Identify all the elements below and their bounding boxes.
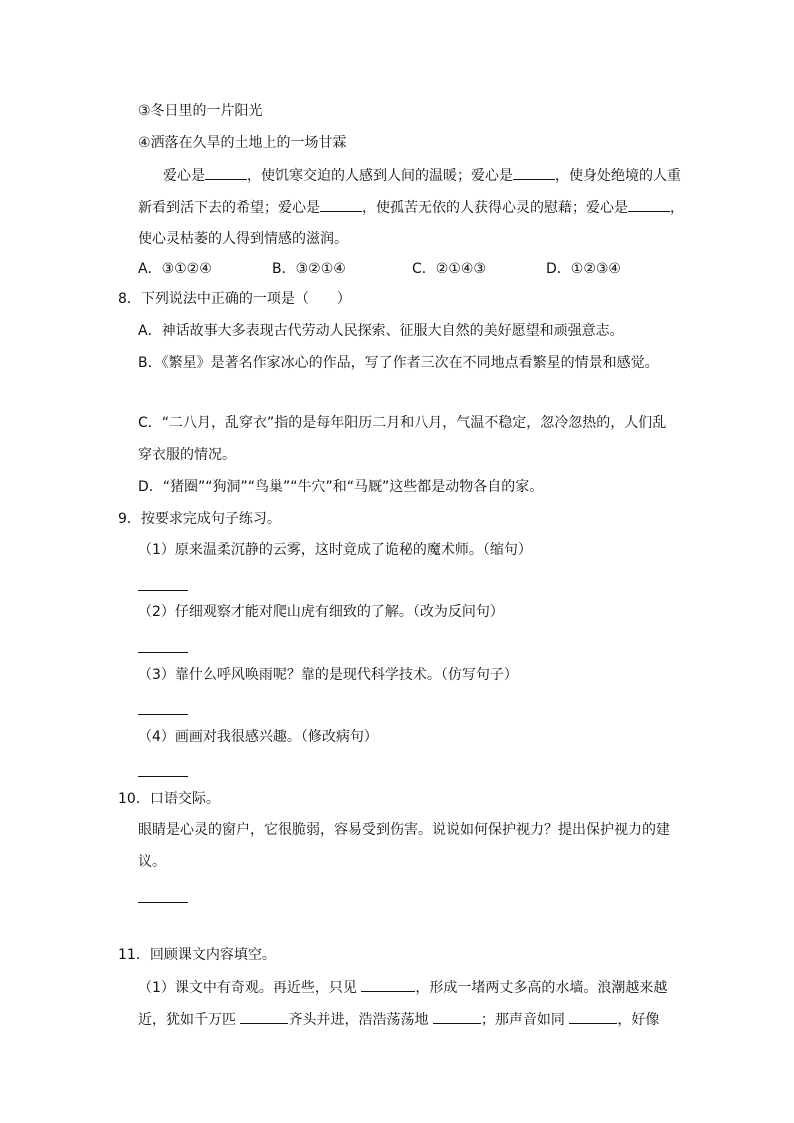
q7-text: ，使饥寒交迫的人感到人间的温暖；爱心是	[247, 168, 513, 184]
q7-option-d[interactable]: D．①②③④	[546, 261, 621, 277]
q7-item-4: ④洒落在久旱的土地上的一场甘霖	[138, 135, 347, 151]
q11-text: ；那声音如同	[480, 1012, 565, 1028]
q9-sentence-2: （2）仔细观察才能对爬山虎有细致的了解。（改为反问句）	[138, 604, 504, 620]
q7-paragraph-line-2	[138, 197, 684, 218]
q11-text: 齐头并进，浩浩荡荡地	[288, 1012, 429, 1028]
q8-option-c-continued: 穿衣服的情况。	[138, 447, 236, 463]
q11-line-2	[138, 1009, 659, 1030]
q9-stem: 9．按要求完成句子练习。	[118, 511, 281, 527]
q7-text: 新看到活下去的希望；爱心是	[138, 200, 320, 216]
q11-text: 近，犹如千万匹	[138, 1012, 236, 1028]
q9-sentence-1: （1）原来温柔沉静的云雾，这时竟成了诡秘的魔术师。（缩句）	[138, 542, 532, 558]
q7-text: ，使身处绝境的人重	[555, 168, 681, 184]
q8-option-b[interactable]: B．《繁星》是著名作家冰心的作品，写了作者三次在不同地点看繁星的情景和感觉。	[138, 355, 659, 371]
fill-blank[interactable]	[361, 977, 415, 992]
fill-blank[interactable]	[433, 1009, 481, 1024]
q9-sentence-4: （4）画画对我很感兴趣。（修改病句）	[138, 729, 378, 745]
q8-option-d[interactable]: D．“猪圈”“狗洞”“鸟巢”“牛穴”和“马厩”这些都是动物各自的家。	[138, 479, 544, 495]
q7-text: ，	[670, 200, 684, 216]
q11-text: ，好像	[617, 1012, 660, 1028]
q11-text: ，形成一堵两丈多高的水墙。浪潮越来越	[415, 980, 668, 996]
q11-stem: 11．回顾课文内容填空。	[118, 947, 276, 963]
q10-prompt-line-1: 眼睛是心灵的窗户，它很脆弱，容易受到伤害。说说如何保护视力？提出保护视力的建	[138, 822, 670, 838]
q10-prompt-line-2: 议。	[138, 854, 166, 870]
q7-option-c[interactable]: C．②①④③	[412, 261, 486, 277]
answer-line[interactable]	[138, 776, 188, 777]
fill-blank[interactable]	[628, 197, 670, 212]
q11-line-1	[138, 977, 667, 998]
q9-sentence-3: （3）靠什么呼风唤雨呢？靠的是现代科学技术。（仿写句子）	[138, 667, 518, 683]
fill-blank[interactable]	[205, 165, 247, 180]
q7-item-3: ③冬日里的一片阳光	[138, 103, 263, 119]
answer-line[interactable]	[138, 714, 188, 715]
q7-text: 爱心是	[163, 168, 205, 184]
q7-text: ，使孤苦无依的人获得心灵的慰藉；爱心是	[362, 200, 628, 216]
fill-blank[interactable]	[569, 1009, 617, 1024]
answer-line[interactable]	[138, 652, 188, 653]
q8-option-a[interactable]: A．神话故事大多表现古代劳动人民探索、征服大自然的美好愿望和顽强意志。	[138, 323, 624, 339]
q7-paragraph-line-3: 使心灵枯萎的人得到情感的滋润。	[138, 231, 348, 247]
q7-option-b[interactable]: B．③②①④	[272, 261, 346, 277]
q11-text: （1）课文中有奇观。再近些，只见	[138, 980, 357, 996]
q10-stem: 10．口语交际。	[118, 791, 220, 807]
fill-blank[interactable]	[320, 197, 362, 212]
q7-option-a[interactable]: A．③①②④	[138, 261, 212, 277]
answer-line[interactable]	[138, 902, 188, 903]
q7-paragraph-line-1	[163, 165, 681, 186]
fill-blank[interactable]	[513, 165, 555, 180]
q8-stem: 8．下列说法中正确的一项是（ ）	[118, 291, 351, 307]
answer-line[interactable]	[138, 590, 188, 591]
q8-option-c[interactable]: C．“二八月，乱穿衣”指的是每年阳历二月和八月，气温不稳定，忽冷忽热的，人们乱	[138, 415, 667, 431]
fill-blank[interactable]	[240, 1009, 288, 1024]
